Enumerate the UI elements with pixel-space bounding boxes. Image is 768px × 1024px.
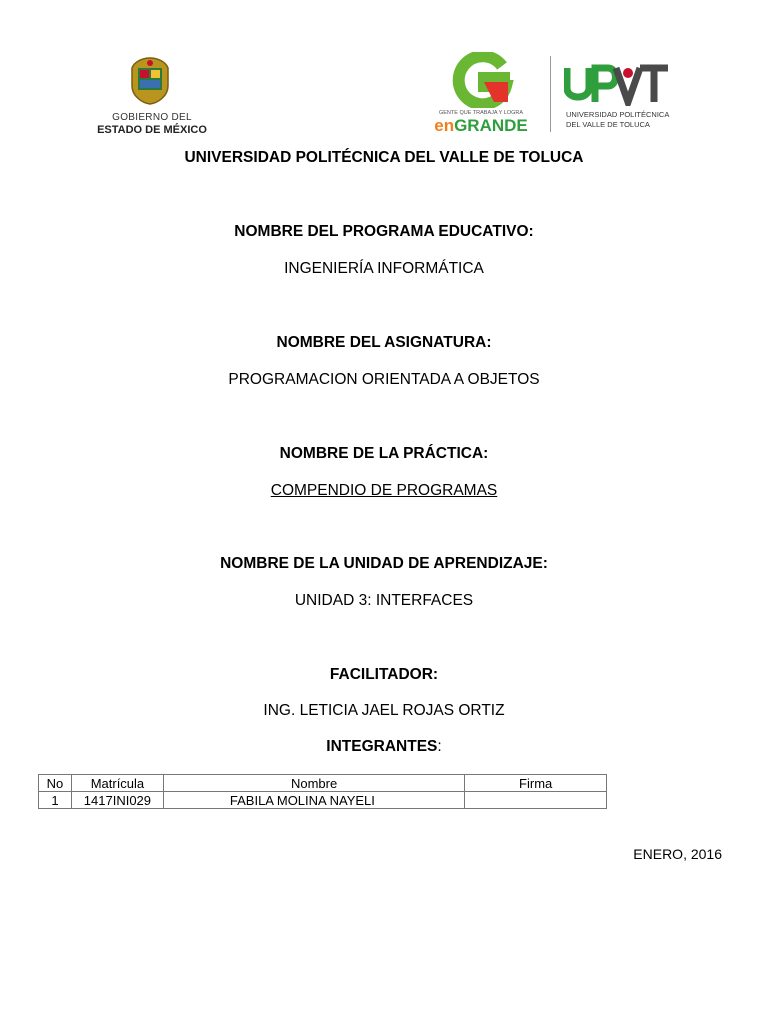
members-heading — [0, 738, 768, 756]
members-colon: : — [437, 738, 442, 755]
gobierno-estado-mexico-logo — [88, 54, 218, 134]
practice-label: NOMBRE DE LA PRÁCTICA: — [279, 445, 489, 462]
upvt-line2: DEL VALLE DE TOLUCA — [566, 120, 650, 129]
g-letter-icon — [450, 52, 514, 108]
members-table — [38, 774, 607, 809]
coat-of-arms-icon — [128, 56, 172, 106]
subject-value: PROGRAMACION ORIENTADA A OBJETOS — [228, 371, 540, 388]
column-header-no: No — [39, 775, 72, 792]
upvt-wordmark-icon — [564, 64, 670, 106]
upvt-line1: UNIVERSIDAD POLITÉCNICA — [566, 110, 670, 119]
program-value: INGENIERÍA INFORMÁTICA — [284, 260, 484, 277]
university-title: UNIVERSIDAD POLITÉCNICA DEL VALLE DE TOLUCA — [184, 149, 584, 166]
cell-matricula: 1417INI029 — [71, 792, 163, 809]
column-header-matricula: Matrícula — [71, 775, 163, 792]
engrande-en: en — [434, 116, 455, 135]
practice-value-wrap — [0, 482, 768, 500]
gobierno-line1: GOBIERNO DEL — [112, 112, 192, 123]
engrande-logo — [426, 52, 536, 136]
facilitator-value: ING. LETICIA JAEL ROJAS ORTIZ — [263, 702, 505, 719]
table-header-row — [39, 775, 607, 792]
column-header-nombre: Nombre — [163, 775, 464, 792]
unit-label: NOMBRE DE LA UNIDAD DE APRENDIZAJE: — [220, 555, 548, 572]
column-header-firma: Firma — [465, 775, 607, 792]
engrande-wordmark — [426, 116, 536, 136]
facilitator-label: FACILITADOR: — [329, 666, 439, 683]
subject-label: NOMBRE DEL ASIGNATURA: — [276, 334, 492, 351]
engrande-tagline: GENTE QUE TRABAJA Y LOGRA — [438, 110, 524, 116]
document-date: ENERO, 2016 — [633, 846, 722, 862]
upvt-logo — [564, 64, 674, 134]
unit-value: UNIDAD 3: INTERFACES — [294, 592, 474, 609]
cell-no: 1 — [39, 792, 72, 809]
logo-divider — [550, 56, 551, 132]
practice-value: COMPENDIO DE PROGRAMAS — [270, 482, 498, 499]
engrande-grande: GRANDE — [454, 116, 528, 135]
cell-nombre: FABILA MOLINA NAYELI — [163, 792, 464, 809]
program-label: NOMBRE DEL PROGRAMA EDUCATIVO: — [234, 223, 534, 240]
members-label: INTEGRANTES — [326, 738, 438, 755]
table-row — [39, 792, 607, 809]
gobierno-line2: ESTADO DE MÉXICO — [97, 124, 207, 136]
cell-firma — [465, 792, 607, 809]
logo-header — [88, 48, 678, 136]
